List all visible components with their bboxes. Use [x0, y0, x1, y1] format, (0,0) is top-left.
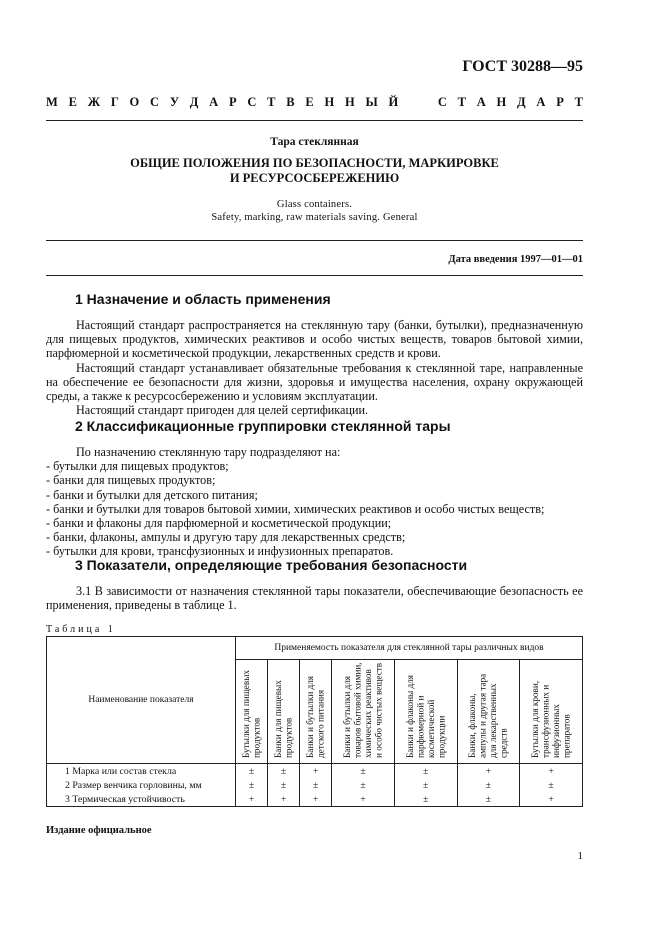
section-2-intro: По назначению стеклянную тару подразделяют на: [76, 445, 341, 459]
applicability-cell: + [300, 792, 332, 807]
applicability-cell: ± [332, 778, 395, 792]
top-divider [46, 120, 583, 121]
banner-letter: Р [556, 95, 564, 109]
section-3-heading: 3 Показатели, определяющие требования безопасности [75, 557, 468, 573]
applicability-cell: ± [236, 778, 268, 792]
official-edition-label: Издание официальное [46, 825, 152, 836]
title-divider [46, 240, 583, 241]
indicator-name-cell: 3 Термическая устойчивость [47, 792, 236, 807]
applicability-group-header: Применяемость показателя для стеклянной тары различных видов [236, 637, 583, 660]
date-divider [46, 275, 583, 276]
banner-letter: С [437, 95, 447, 109]
section-1-body [46, 318, 583, 417]
section-1-heading: 1 Назначение и область применения [75, 291, 331, 307]
standard-number: ГОСТ 30288—95 [462, 58, 583, 75]
applicability-cell: + [268, 792, 300, 807]
applicability-cell: ± [236, 764, 268, 779]
banner-letter: Й [388, 95, 399, 109]
applicability-cell: + [520, 792, 583, 807]
indicator-applicability-table [46, 636, 583, 807]
banner-letter: Ы [365, 95, 378, 109]
applicability-cell: + [300, 764, 332, 779]
section-1-paragraph-2: Настоящий стандарт устанавливает обязательные требования к стеклянной таре, направленные на обеспечение ее безопасности для жизни, здоровья и имущества населения, охрану окружающей среды, а также к ресурсосбережению и условиям эксплуатации. [46, 360, 583, 404]
container-type-column-header [457, 660, 520, 764]
applicability-cell: ± [394, 778, 457, 792]
banner-letter: В [286, 95, 295, 109]
container-type-label: Банки и бутылки для детского питания [305, 675, 326, 758]
section-3-paragraph-1: 3.1 В зависимости от назначения стеклянной тары показатели, обеспечивающие безопасность ее применения, приведены в таблице 1. [46, 584, 583, 613]
document-title-line-1: ОБЩИЕ ПОЛОЖЕНИЯ ПО БЕЗОПАСНОСТИ, МАРКИРОВКЕ [130, 156, 499, 170]
section-3-body [46, 584, 583, 612]
banner-letter: А [536, 95, 546, 109]
indicator-name-cell: 1 Марка или состав стекла [47, 764, 236, 779]
introduction-date: Дата введения 1997—01—01 [448, 254, 583, 265]
applicability-cell: ± [457, 778, 520, 792]
banner-letter: У [169, 95, 180, 109]
container-type-label: Банки для пищевых продуктов [273, 680, 294, 758]
english-title-line-1: Glass containers. [276, 199, 353, 210]
classification-list [46, 459, 583, 558]
container-type-column-header [332, 660, 395, 764]
interstate-standard-banner [46, 95, 583, 110]
classification-list-item: - банки для пищевых продуктов; [46, 473, 216, 488]
english-title-line-2: Safety, marking, raw materials saving. General [211, 212, 418, 223]
container-type-column-header [268, 660, 300, 764]
banner-letter: Г [110, 95, 119, 109]
banner-letter: Д [517, 95, 526, 109]
banner-letter: А [476, 95, 486, 109]
document-title-line-2: И РЕСУРСОСБЕРЕЖЕНИЮ [229, 171, 400, 185]
classification-list-item: - бутылки для крови, трансфузионных и инфузионных препаратов. [46, 544, 394, 559]
applicability-cell: + [457, 764, 520, 779]
banner-letter: Д [189, 95, 199, 109]
document-title [46, 156, 583, 186]
section-2-heading: 2 Классификационные группировки стеклянной тары [75, 418, 451, 434]
applicability-cell: + [236, 792, 268, 807]
section-2-body [46, 445, 583, 559]
english-title [46, 198, 583, 224]
indicator-name-cell: 2 Размер венчика горловины, мм [47, 778, 236, 792]
banner-letter: Р [228, 95, 237, 109]
table-caption: Таблица 1 [46, 624, 116, 635]
table-row [47, 778, 583, 792]
applicability-cell: ± [520, 778, 583, 792]
banner-letter: А [209, 95, 219, 109]
indicator-name-header: Наименование показателя [47, 637, 236, 764]
classification-list-item: - банки, флаконы, ампулы и другую тару для лекарственных средств; [46, 530, 406, 545]
document-subject: Тара стеклянная [270, 136, 359, 148]
classification-list-item: - бутылки для пищевых продуктов; [46, 459, 229, 474]
page-number: 1 [577, 850, 583, 862]
banner-letter: Н [496, 95, 507, 109]
banner-letter: Н [345, 95, 355, 109]
classification-list-item: - банки и бутылки для товаров бытовой химии, химических реактивов и особо чистых веществ; [46, 501, 545, 516]
container-type-label: Бутылки для крови, трансфузионных и инфузионных препаратов [530, 680, 572, 758]
banner-letter: С [247, 95, 257, 109]
banner-letter: Е [305, 95, 314, 109]
table-row [47, 792, 583, 807]
applicability-cell: ± [268, 764, 300, 779]
classification-list-item: - банки и бутылки для детского питания; [46, 487, 258, 502]
container-type-label: Банки, флаконы, ампулы и другая тара для лекарственных средств [467, 673, 509, 758]
container-type-column-header [236, 660, 268, 764]
applicability-cell: ± [300, 778, 332, 792]
banner-letter: С [150, 95, 160, 109]
table-row [47, 764, 583, 779]
container-type-column-header [520, 660, 583, 764]
banner-letter: Ж [87, 95, 101, 109]
applicability-cell: + [332, 792, 395, 807]
banner-letter: Е [68, 95, 77, 109]
applicability-cell: ± [332, 764, 395, 779]
container-type-column-header [300, 660, 332, 764]
applicability-cell: ± [394, 764, 457, 779]
banner-letter: Т [267, 95, 276, 109]
container-type-label: Банки и бутылки для товаров бытовой химии, химических реактивов и особо чистых веществ [342, 662, 384, 758]
section-1-paragraph-1: Настоящий стандарт распространяется на стеклянную тару (банки, бутылки), предназначенную для пищевых продуктов, химических реактивов и особо чистых веществ, товаров бытовой химии, парфюмерной и косметической продукции, лекарственных средств и крови. [46, 318, 583, 361]
container-type-label: Банки и флаконы для парфюмерной и косметической продукции [404, 674, 447, 758]
applicability-cell: + [520, 764, 583, 779]
section-1-paragraph-3: Настоящий стандарт пригоден для целей сертификации. [76, 403, 369, 418]
container-type-column-header [394, 660, 457, 764]
banner-letter: Н [324, 95, 335, 109]
container-type-label: Бутылки для пищевых продуктов [241, 670, 262, 758]
banner-letter: Т [574, 95, 583, 109]
banner-letter [409, 95, 427, 110]
applicability-cell: ± [394, 792, 457, 807]
banner-letter: М [46, 95, 58, 109]
applicability-cell: ± [457, 792, 520, 807]
banner-letter: Т [457, 95, 466, 109]
banner-letter: О [129, 95, 140, 109]
applicability-cell: ± [268, 778, 300, 792]
classification-list-item: - банки и флаконы для парфюмерной и косметической продукции; [46, 516, 392, 531]
